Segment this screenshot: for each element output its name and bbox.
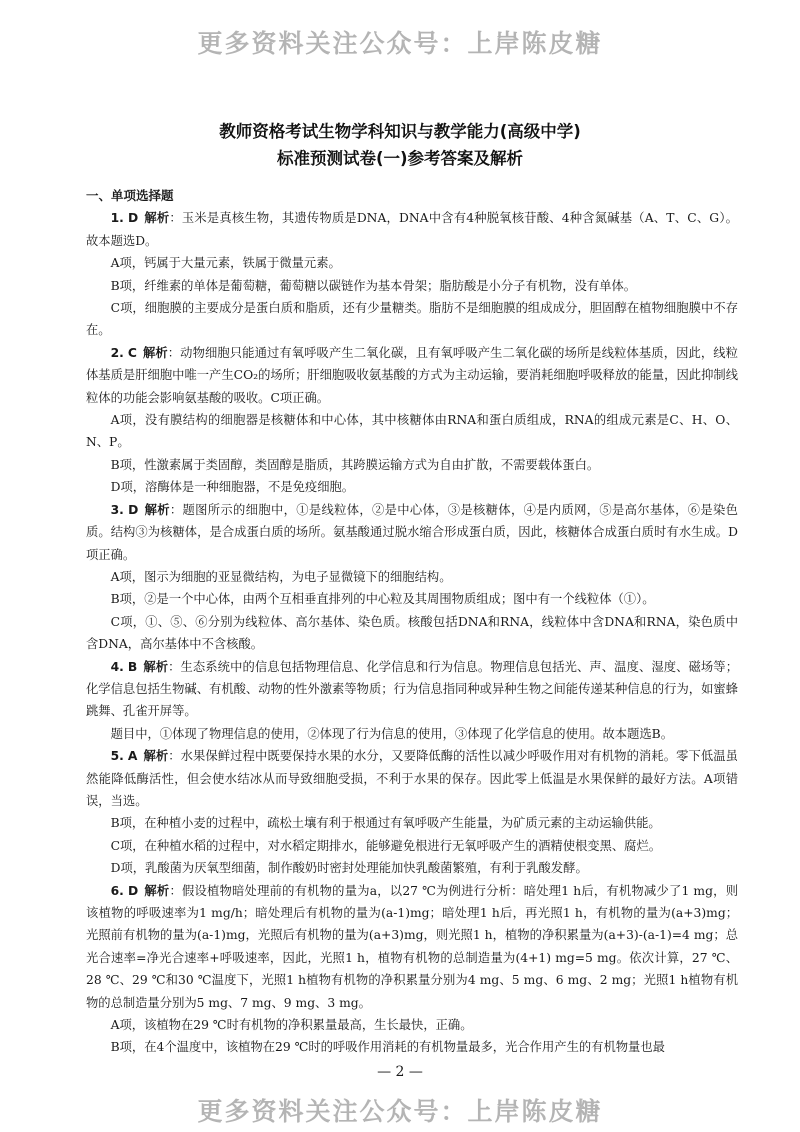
page-title: 教师资格考试生物学科知识与教学能力(高级中学) [219, 122, 581, 141]
answer-content [86, 185, 738, 1059]
question-number: 5. [110, 749, 124, 764]
question-number: 2. [110, 345, 124, 360]
option-explanation: A项，没有膜结构的细胞器是核糖体和中心体，其中核糖体由RNA和蛋白质组成，RNA的组成元素是C、H、O、N、P。 [86, 413, 738, 450]
option-explanation: C项，细胞膜的主要成分是蛋白质和脂质，还有少量糖类。脂肪不是细胞膜的组成成分，胆固醇在植物细胞膜中不存在。 [86, 301, 738, 338]
option-explanation: A项，钙属于大量元素，铁属于微量元素。 [110, 256, 341, 271]
option-explanation: C项，①、⑤、⑥分别为线粒体、高尔基体、染色质。核酸包括DNA和RNA，线粒体中含DNA和RNA，染色质中含DNA，高尔基体中不含核酸。 [86, 614, 738, 652]
analysis-text: ：水果保鲜过程中既要保持水果的水分，又要降低酶的活性以减少呼吸作用对有机物的消耗。零下低温虽然能降低酶活性，但会使水结冰从而导致细胞受损，不利于水果的保存。因此零上低温是水果保鲜的最好方法。A项错误，当选。 [86, 749, 738, 808]
analysis-text: ：假设植物暗处理前的有机物的量为a，以27 ℃为例进行分析：暗处理1 h后，有机物减少了1 mg，则该植物的呼吸速率为1 mg/h；暗处理后有机物的量为(a-1)mg；暗处理1 h后，再光照1 h，有机物的量为(a+3)mg；光照前有机物的量为(a-1)mg，光照后有机物的量为(a+3)mg，则光照1 h，植物的净积累量为(a+3)-(a-1)=4 mg；总光合速率=净光合速率+呼吸速率，因此，光照1 h，植物有机物的总制造量为(4+1) mg=5 mg。依次计算，27 ℃、28 ℃、29 ℃和30 ℃温度下，光照1 h植物有机物的净积累量分别为4 mg、5 mg、6 mg、2 mg；光照1 h植物有机物的总制造量分别为5 mg、7 mg、9 mg、3 mg。 [86, 883, 738, 1010]
option-explanation: A项，图示为细胞的亚显微结构，为电子显微镜下的细胞结构。 [110, 569, 452, 584]
option-explanation: B项，在种植小麦的过程中，疏松土壤有利于根通过有氧呼吸产生能量，为矿质元素的主动运输供能。 [110, 816, 661, 831]
option-explanation: B项，性激素属于类固醇，类固醇是脂质，其跨膜运输方式为自由扩散，不需要载体蛋白。 [110, 457, 600, 472]
analysis-label: 解析 [143, 749, 169, 764]
option-explanation: D项，溶酶体是一种细胞器，不是免疫细胞。 [110, 480, 355, 495]
analysis-text: ：玉米是真核生物，其遗传物质是DNA，DNA中含有4种脱氧核苷酸、4种含氮碱基（A、T、C、G）。故本题选D。 [86, 211, 738, 248]
analysis-label: 解析 [144, 211, 170, 226]
analysis-text: ：生态系统中的信息包括物理信息、化学信息和行为信息。物理信息包括光、声、温度、湿度、磁场等；化学信息包括生物碱、有机酸、动物的性外激素等物质；行为信息指同种或异种生物之间能传递某种信息的行为，如蜜蜂跳舞、孔雀开屏等。 [86, 659, 738, 719]
question-answer: A [127, 749, 138, 764]
question-answer: C [127, 345, 137, 360]
page-subtitle: 标准预测试卷(一)参考答案及解析 [276, 149, 524, 168]
analysis-label: 解析 [144, 883, 170, 898]
watermark-top: 更多资料关注公众号：上岸陈皮糖 [197, 29, 603, 58]
question-number: 4. [110, 659, 124, 674]
question-answer: D [127, 211, 139, 226]
option-explanation: C项，在种植水稻的过程中，对水稻定期排水，能够避免根进行无氧呼吸产生的酒精使根变黑、腐烂。 [110, 838, 662, 853]
analysis-text: ：动物细胞只能通过有氧呼吸产生二氧化碳，且有氧呼吸产生二氧化碳的场所是线粒体基质，因此，线粒体基质是肝细胞中唯一产生CO₂的场所；肝细胞吸收氨基酸的方式为主动运输，要消耗细胞呼吸释放的能量，因此抑制线粒体的功能会影响氨基酸的吸收。C项正确。 [86, 345, 738, 405]
option-explanation: D项，乳酸菌为厌氧型细菌，制作酸奶时密封处理能加快乳酸菌繁殖，有利于乳酸发酵。 [110, 861, 588, 876]
question-number: 6. [110, 883, 124, 898]
question-2 [86, 342, 738, 409]
analysis-label: 解析 [143, 659, 169, 674]
analysis-label: 解析 [142, 345, 168, 360]
question-6 [86, 880, 738, 1014]
question-3 [86, 499, 738, 566]
question-4 [86, 656, 738, 723]
option-explanation: B项，纤维素的单体是葡萄糖，葡萄糖以碳链作为基本骨架；脂肪酸是小分子有机物，没有单体。 [110, 278, 637, 293]
page-number: — 2 — [377, 1064, 423, 1080]
watermark-bottom: 更多资料关注公众号：上岸陈皮糖 [197, 1097, 603, 1126]
question-number: 1. [110, 211, 124, 226]
question-answer: D [128, 502, 139, 517]
question-list [86, 207, 738, 1058]
question-5 [86, 745, 738, 812]
section-title: 一、单项选择题 [86, 188, 174, 203]
question-answer: D [127, 883, 139, 898]
question-number: 3. [110, 502, 124, 517]
question-1 [86, 207, 738, 252]
analysis-text: ：题图所示的细胞中，①是线粒体，②是中心体，③是核糖体，④是内质网，⑤是高尔基体，⑥是染色质。结构③为核糖体，是合成蛋白质的场所。氨基酸通过脱水缩合形成蛋白质，因此，核糖体合成蛋白质时有水生成。D项正确。 [86, 502, 738, 562]
option-explanation: 题目中，①体现了物理信息的使用，②体现了行为信息的使用，③体现了化学信息的使用。故本题选B。 [110, 726, 673, 741]
option-explanation: A项，该植物在29 ℃时有机物的净积累量最高，生长最快，正确。 [110, 1018, 473, 1033]
option-explanation: B项，在4个温度中，该植物在29 ℃时的呼吸作用消耗的有机物量最多，光合作用产生的有机物量也最 [110, 1040, 665, 1055]
option-explanation: B项，②是一个中心体，由两个互相垂直排列的中心粒及其周围物质组成；图中有一个线粒体（①）。 [110, 592, 655, 607]
analysis-label: 解析 [144, 502, 170, 517]
question-answer: B [127, 659, 138, 674]
